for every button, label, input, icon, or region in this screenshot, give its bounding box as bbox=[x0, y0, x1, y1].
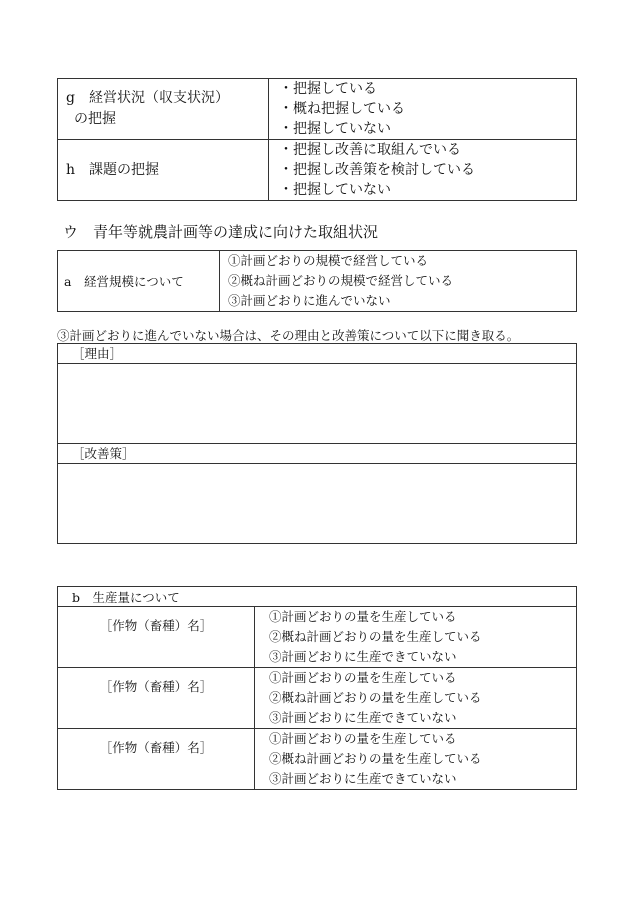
table-row bbox=[58, 668, 577, 729]
reason-label: ［理由］ bbox=[58, 344, 576, 364]
option-item[interactable]: ①計画どおりの量を生産している bbox=[269, 670, 457, 685]
improvement-label: ［改善策］ bbox=[58, 444, 576, 464]
reason-box bbox=[57, 343, 577, 444]
option-item[interactable]: ・把握していない bbox=[279, 121, 391, 137]
crop-name-cell[interactable]: ［作物（畜種）名］ bbox=[58, 729, 255, 790]
option-item[interactable]: ③計画どおりに生産できていない bbox=[269, 771, 457, 786]
options-cell bbox=[269, 79, 577, 140]
option-item[interactable]: ③計画どおりに生産できていない bbox=[269, 710, 457, 725]
label-line: g 経営状況（収支状況） bbox=[66, 90, 229, 106]
option-item[interactable]: ③計画どおりに生産できていない bbox=[269, 649, 457, 664]
row-label-a: a 経営規模について bbox=[58, 251, 220, 312]
option-item[interactable]: ①計画どおりの規模で経営している bbox=[228, 253, 429, 268]
production-volume-table bbox=[57, 586, 577, 790]
crop-name-cell[interactable]: ［作物（畜種）名］ bbox=[58, 607, 255, 668]
option-item[interactable]: ②概ね計画どおりの規模で経営している bbox=[228, 273, 454, 288]
row-label-g bbox=[58, 79, 269, 140]
option-item[interactable]: ・把握していない bbox=[279, 182, 391, 198]
options-cell bbox=[269, 140, 577, 201]
production-header: b 生産量について bbox=[58, 587, 577, 607]
option-item[interactable]: ・把握し改善に取組んでいる bbox=[279, 142, 461, 158]
option-item[interactable]: ②概ね計画どおりの量を生産している bbox=[269, 751, 482, 766]
option-item[interactable]: ①計画どおりの量を生産している bbox=[269, 731, 457, 746]
reason-text-area[interactable] bbox=[58, 364, 576, 443]
label-line: h 課題の把握 bbox=[66, 161, 160, 178]
table-row bbox=[58, 729, 577, 790]
options-cell bbox=[255, 668, 577, 729]
management-status-table bbox=[57, 78, 577, 201]
row-label-h bbox=[58, 140, 269, 201]
option-item[interactable]: ・把握している bbox=[279, 81, 377, 97]
options-cell bbox=[255, 729, 577, 790]
crop-name-cell[interactable]: ［作物（畜種）名］ bbox=[58, 668, 255, 729]
options-cell bbox=[255, 607, 577, 668]
option-item[interactable]: ・概ね把握している bbox=[279, 101, 405, 117]
options-cell bbox=[220, 251, 577, 312]
option-item[interactable]: ②概ね計画どおりの量を生産している bbox=[269, 690, 482, 705]
option-item[interactable]: ①計画どおりの量を生産している bbox=[269, 609, 457, 624]
table-row bbox=[58, 587, 577, 607]
section-heading: ウ 青年等就農計画等の達成に向けた取組状況 bbox=[63, 223, 379, 241]
instruction-note: ③計画どおりに進んでいない場合は、その理由と改善策について以下に聞き取る。 bbox=[57, 328, 520, 343]
table-row bbox=[58, 140, 577, 201]
improvement-text-area[interactable] bbox=[58, 464, 576, 543]
management-scale-table bbox=[57, 250, 577, 312]
table-row bbox=[58, 251, 577, 312]
label-line: の把握 bbox=[74, 111, 116, 127]
option-item[interactable]: ②概ね計画どおりの量を生産している bbox=[269, 629, 482, 644]
option-item[interactable]: ③計画どおりに進んでいない bbox=[228, 293, 391, 308]
option-item[interactable]: ・把握し改善策を検討している bbox=[279, 162, 475, 178]
table-row bbox=[58, 79, 577, 140]
table-row bbox=[58, 607, 577, 668]
improvement-box bbox=[57, 443, 577, 544]
